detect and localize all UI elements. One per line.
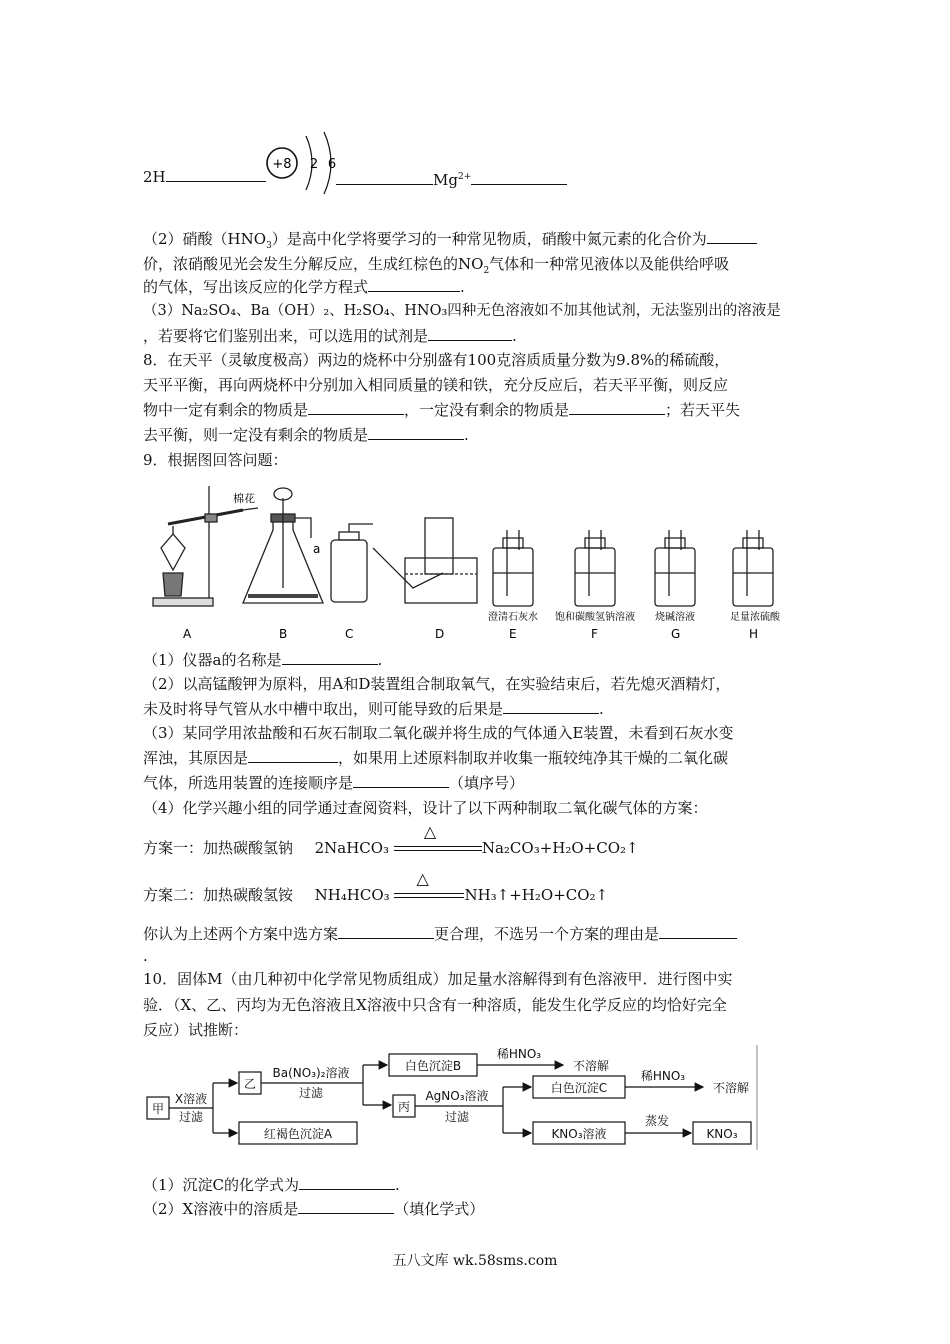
- plan1-arrow: [394, 822, 482, 856]
- q7-2-line1: [143, 229, 757, 256]
- cotton-label: 棉花: [233, 492, 255, 505]
- q9-3-line3: [143, 773, 524, 793]
- wash-bottles: [493, 530, 773, 606]
- plan2-products: NH₃↑+H₂O+CO₂↑: [464, 886, 609, 904]
- letter-g: G: [671, 627, 681, 641]
- dilute-hno3-label-2: 稀HNO₃: [640, 1069, 686, 1083]
- symbol-row: [143, 167, 266, 187]
- bottle-label-g: 烧碱溶液: [655, 612, 695, 623]
- plan2-label: 方案二：加热碳酸氢铵: [143, 886, 294, 904]
- choice-text-a: 你认为上述两个方案中选方案: [143, 925, 339, 943]
- answer-blank-mg[interactable]: [471, 170, 567, 185]
- answer-blank-no-remaining[interactable]: [569, 400, 665, 415]
- page-footer: 五八文库 wk.58sms.com: [392, 1253, 558, 1269]
- q7-3-line1: [143, 301, 781, 321]
- kno3-solution-label: KNO₃溶液: [551, 1127, 607, 1141]
- plan1-label: 方案一：加热碳酸氢钠: [143, 839, 294, 857]
- atom-blank-row: [336, 167, 567, 190]
- plan1-products: Na₂CO₃+H₂O+CO₂↑: [481, 839, 639, 857]
- answer-blank-consequence[interactable]: [503, 699, 599, 714]
- q10-2: [143, 1199, 484, 1219]
- delta-icon: △: [416, 869, 429, 888]
- letter-h: H: [749, 627, 759, 641]
- symbol-mg: Mg: [433, 171, 458, 189]
- answer-blank-valence[interactable]: [707, 229, 757, 244]
- answer-blank-reason[interactable]: [248, 748, 338, 763]
- apparatus-b: [243, 488, 323, 603]
- answer-blank-order[interactable]: [353, 773, 449, 788]
- insoluble-label-2: 不溶解: [712, 1081, 750, 1095]
- q9-1: （1）仪器a的名称是 .: [143, 651, 383, 669]
- bottle-g: [655, 530, 695, 606]
- letter-b: B: [279, 627, 288, 641]
- apparatus-c: [331, 524, 373, 602]
- q7-2-text-c: 价，浓硝酸见光会发生分解反应，生成红棕色的NO: [143, 255, 484, 273]
- nucleus-charge: +8: [272, 157, 292, 172]
- filter-label-1: 过滤: [178, 1110, 204, 1124]
- shell1-electrons: 2: [309, 157, 319, 172]
- bottle-label-f: 饱和碳酸氢钠溶液: [555, 612, 635, 623]
- answer-blank-2h[interactable]: [166, 167, 266, 182]
- answer-blank-precipitate-c[interactable]: [299, 1175, 395, 1190]
- q9-2-line1: （2）以高锰酸钾为原料，用A和D装置组合制取氧气，在实验结束后，若先熄灭酒精灯，: [143, 675, 731, 693]
- symbol-2h: 2H: [143, 168, 166, 186]
- q9-2-line2: 未及时将导气管从水中槽中取出，则可能导致的后果是 .: [143, 700, 604, 718]
- q9-3-text-a: 浑浊，其原因是: [143, 749, 249, 767]
- q8-line3: [143, 400, 740, 420]
- q8-line4: 去平衡，则一定没有剩余的物质是 .: [143, 426, 469, 444]
- q9-period: .: [143, 947, 148, 965]
- q9-3-line2: [143, 748, 728, 768]
- q9-2-text: 未及时将导气管从水中槽中取出，则可能导致的后果是: [143, 700, 504, 718]
- bottle-label-h: 足量浓硫酸: [730, 612, 780, 623]
- plan1-reactant: 2NaHCO₃: [314, 839, 390, 857]
- q10-1-text: （1）沉淀C的化学式为: [143, 1176, 300, 1194]
- q9-choice: [143, 924, 737, 944]
- plan2-reactant: NH₄HCO₃: [314, 886, 390, 904]
- letter-a: A: [183, 627, 192, 641]
- q7-3-line2: ，若要将它们鉴别出来，可以选用的试剂是 .: [143, 327, 517, 345]
- plan1-row: [143, 822, 639, 858]
- q10-2-text-b: （填化学式）: [394, 1200, 485, 1218]
- q10-1: （1）沉淀C的化学式为 .: [143, 1176, 400, 1194]
- q10-line2: 验．（X、乙、丙均为无色溶液且X溶液中只含有一种溶质，能发生化学反应的均恰好完全: [143, 996, 727, 1014]
- plan2-row: [143, 869, 609, 905]
- q10-line1: 10．固体M（由几种初中化学常见物质组成）加足量水溶解得到有色溶液甲．进行图中实: [143, 970, 733, 988]
- q8-text-b: ，一定没有剩余的物质是: [404, 401, 570, 419]
- q7-2-text-a: （2）硝酸（HNO: [143, 230, 267, 248]
- white-c-label: 白色沉淀C: [550, 1081, 608, 1095]
- dilute-hno3-label-1: 稀HNO₃: [496, 1047, 542, 1061]
- answer-blank-reagent[interactable]: [428, 326, 512, 341]
- q8-text-d: 去平衡，则一定没有剩余的物质是: [143, 426, 369, 444]
- insoluble-label-1: 不溶解: [572, 1059, 610, 1073]
- delta-icon: △: [423, 822, 437, 841]
- answer-blank-remaining[interactable]: [308, 400, 404, 415]
- jia-label: 甲: [151, 1102, 165, 1116]
- bing-label: 丙: [397, 1100, 411, 1114]
- answer-blank-plan-reason[interactable]: [659, 924, 737, 939]
- q7-2-text-e: 的气体，写出该反应的化学方程式: [143, 278, 369, 296]
- q7-2-sub: 3: [266, 241, 272, 251]
- answer-blank-instrument-a[interactable]: [282, 650, 378, 665]
- q7-3-text-a: （3）Na₂SO₄、Ba（OH）₂、H₂SO₄、HNO₃四种无色溶液如不加其他试剂，无法鉴别出的溶液是: [143, 303, 781, 319]
- q8-text-c: ；若天平失: [665, 401, 741, 419]
- letter-e: E: [509, 627, 517, 641]
- mg-charge: 2+: [457, 172, 472, 182]
- letter-d: D: [435, 627, 445, 641]
- answer-blank-unbalanced[interactable]: [368, 425, 464, 440]
- q9-1-text: （1）仪器a的名称是: [143, 651, 282, 669]
- q9-3-text-c: 气体，所选用装置的连接顺序是: [143, 774, 354, 792]
- q9-title: 9．根据图回答问题：: [143, 451, 288, 469]
- q8-line2: 天平平衡，再向两烧杯中分别加入相同质量的镁和铁，充分反应后，若天平平衡，则反应: [143, 376, 729, 394]
- q7-2-sub2: 2: [483, 266, 490, 276]
- shell2-electrons: 6: [327, 157, 337, 172]
- answer-blank-atom[interactable]: [336, 170, 433, 185]
- red-a-label: 红褐色沉淀A: [263, 1127, 333, 1141]
- bottle-f: [575, 530, 615, 606]
- choice-text-b: 更合理，不选另一个方案的理由是: [434, 925, 660, 943]
- q7-2-text-b: ）是高中化学将要学习的一种常见物质，硝酸中氮元素的化合价为: [271, 230, 707, 248]
- kno3-label: KNO₃: [706, 1127, 738, 1141]
- filter-label-2: 过滤: [298, 1086, 324, 1100]
- apparatus-figure: [143, 478, 783, 643]
- filter-label-3: 过滤: [444, 1110, 470, 1124]
- apparatus-d: [373, 518, 477, 603]
- label-a: a: [313, 542, 321, 556]
- q7-2-text-d: 气体和一种常见液体以及能供给呼吸: [489, 255, 730, 273]
- q7-3-text-b: ，若要将它们鉴别出来，可以选用的试剂是: [143, 327, 429, 345]
- bottle-h: [733, 530, 773, 606]
- answer-blank-plan[interactable]: [338, 924, 434, 939]
- letter-f: F: [591, 627, 598, 641]
- q8-line1: 8．在天平（灵敏度极高）两边的烧杯中分别盛有100克溶质质量分数为9.8%的稀硫酸，: [143, 351, 730, 369]
- q9-3-text-b: ，如果用上述原料制取并收集一瓶较纯净其干燥的二氧化碳: [338, 749, 729, 767]
- white-b-label: 白色沉淀B: [404, 1059, 462, 1073]
- evaporate-label: 蒸发: [644, 1114, 670, 1128]
- answer-blank-solute[interactable]: [298, 1199, 394, 1214]
- q9-3-line1: （3）某同学用浓盐酸和石灰石制取二氧化碳并将生成的气体通入E装置，未看到石灰水变: [143, 724, 734, 742]
- q9-4: （4）化学兴趣小组的同学通过查阅资料，设计了以下两种制取二氧化碳气体的方案：: [143, 799, 708, 817]
- answer-blank-equation[interactable]: [368, 277, 460, 292]
- reaction-flowchart: [143, 1045, 763, 1150]
- bano3-label: Ba(NO₃)₂溶液: [272, 1066, 350, 1080]
- q10-line3: 反应）试推断：: [143, 1021, 249, 1039]
- bottle-e: [493, 530, 533, 606]
- q8-text-a: 物中一定有剩余的物质是: [143, 401, 309, 419]
- q10-2-text-a: （2）X溶液中的溶质是: [143, 1200, 299, 1218]
- x-solution-label: X溶液: [174, 1092, 208, 1106]
- q7-2-line3: 的气体，写出该反应的化学方程式 .: [143, 278, 465, 296]
- letter-c: C: [345, 627, 354, 641]
- bottle-label-e: 澄清石灰水: [488, 612, 538, 623]
- plan2-arrow: [394, 869, 464, 903]
- q9-3-text-d: （填序号）: [449, 774, 525, 792]
- agno3-label: AgNO₃溶液: [425, 1089, 489, 1103]
- yi-label: 乙: [243, 1077, 257, 1091]
